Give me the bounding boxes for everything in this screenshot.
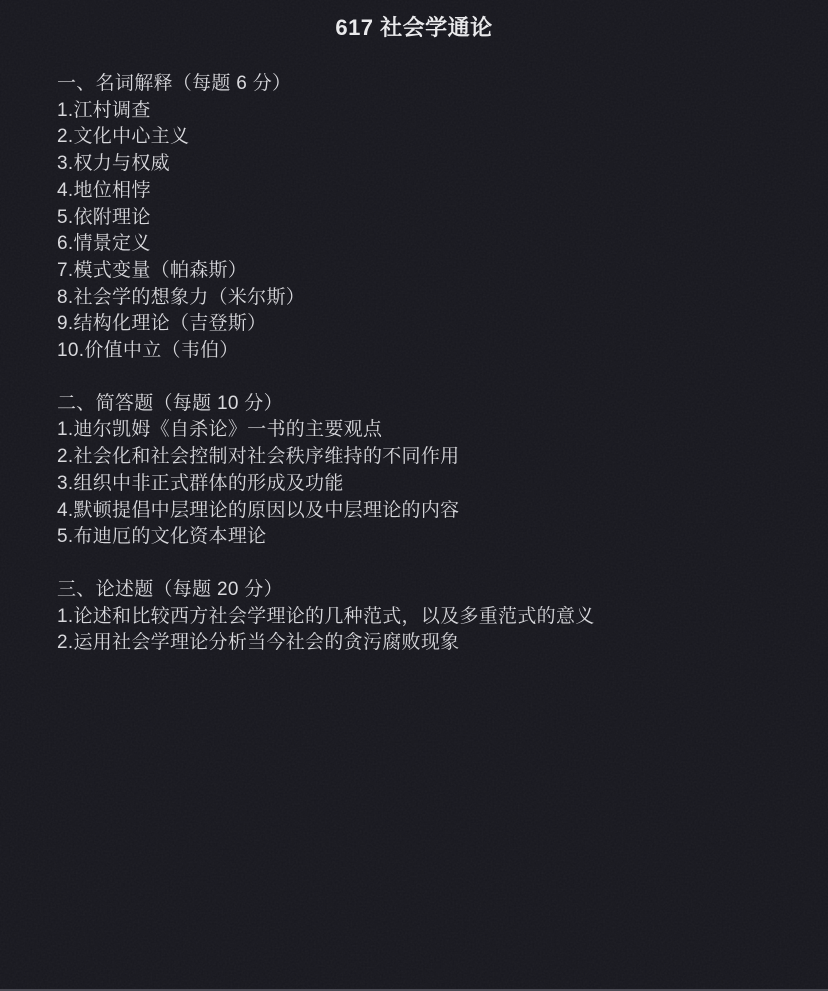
section-heading: 三、论述题（每题 20 分）	[57, 578, 283, 600]
question-item: 2.运用社会学理论分析当今社会的贪污腐败现象	[57, 632, 460, 654]
question-item: 2.文化中心主义	[57, 126, 190, 148]
question-item: 9.结构化理论（吉登斯）	[57, 313, 267, 335]
section-short-answers	[57, 391, 788, 551]
section-heading: 二、简答题（每题 10 分）	[57, 392, 283, 414]
question-item: 6.情景定义	[57, 233, 151, 255]
question-item: 4.默顿提倡中层理论的原因以及中层理论的内容	[57, 499, 460, 521]
question-item: 7.模式变量（帕森斯）	[57, 259, 248, 281]
question-item: 8.社会学的想象力（米尔斯）	[57, 286, 306, 308]
question-item: 5.依附理论	[57, 206, 151, 228]
page-title: 617 社会学通论	[335, 15, 493, 40]
question-item: 2.社会化和社会控制对社会秩序维持的不同作用	[57, 446, 460, 468]
section-essays	[57, 577, 788, 657]
question-item: 1.论述和比较西方社会学理论的几种范式，以及多重范式的意义	[57, 605, 595, 627]
question-item: 1.江村调查	[57, 99, 151, 121]
question-item: 3.组织中非正式群体的形成及功能	[57, 472, 344, 494]
section-heading: 一、名词解释（每题 6 分）	[57, 73, 292, 94]
question-item: 10.价值中立（韦伯）	[57, 340, 239, 362]
question-item: 1.迪尔凯姆《自杀论》一书的主要观点	[57, 419, 383, 441]
question-item: 4.地位相悖	[57, 179, 151, 201]
exam-content	[0, 43, 828, 657]
question-item: 3.权力与权威	[57, 153, 170, 175]
question-item: 5.布迪厄的文化资本理论	[57, 526, 267, 548]
section-term-definitions	[57, 71, 788, 365]
